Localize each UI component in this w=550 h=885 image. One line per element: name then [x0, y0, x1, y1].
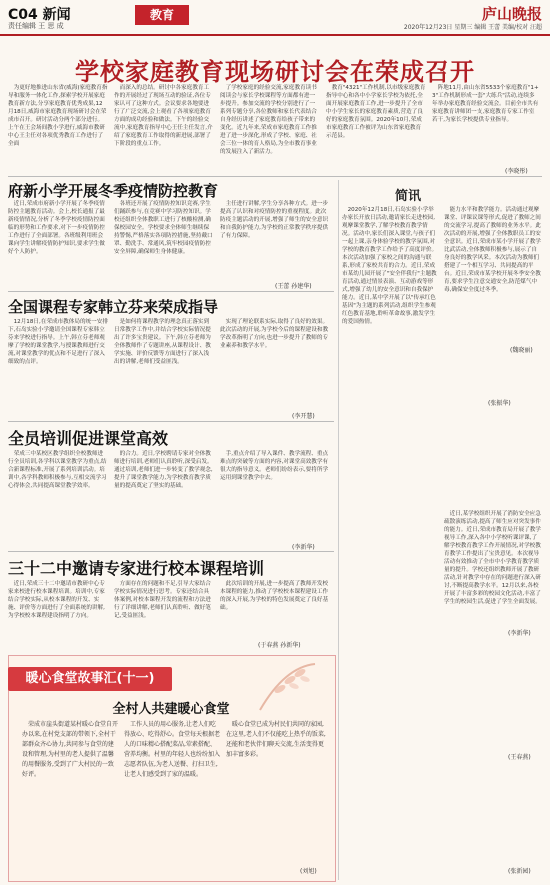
page-number: C04 新闻	[8, 7, 71, 23]
article-title-3: 全员培训促进课堂高效	[8, 429, 169, 448]
article-2-col-3: 实现了理论联系实际,取得了良好的效果。此次活动的开展,为学校今后的课程建设和教学改革指明了方向,也进一步提升了教师的专业素养和教学水平。	[220, 319, 329, 349]
brief-title: 简讯	[395, 189, 422, 204]
lead-col-2: 而深入的总结。研讨中各家庭教育工作的开展经过了现场互动的验证,各位专家认可了这种方式。会议要求各地要进行了广泛交流,会上观看了各项家庭教育方面的成功经验和做法。下午的经验交流中,家庭教育指导中心王任主任发言,介绍了家庭教育工作取得的新进展,部署了下阶段的重点工作。	[114, 85, 213, 147]
article-2-col-1: 12月18日,在荣成市教体局的统一安排下,石岛实验小学邀请全国课程专家韩立芬来学校进行指导。上午,韩立芬老师观摩了学校的课堂教学,与授课教师进行交流,对课堂教学的优点和不足进行了深入细致的点评。	[8, 319, 108, 365]
article-1-col-1: 近日,荣成市府新小学开展了冬季疫情防控主题教育活动。会上,校长通报了最新疫情情况,分析了冬季学校疫情防控面临的形势和工作要求,对下一步疫情防控工作进行了全面部署。各班级利用班会课向学生讲解疫情防护知识,要求学生做好个人防护。	[8, 201, 105, 255]
article-4-col-1: 近日,荣成三十二中邀请市教研中心专家来校进行校本课程培训。培训中,专家结合学校实际,从校本课程的开发、实施、评价等方面进行了全面系统的讲解,为学校校本课程建设指明了方向。	[8, 581, 105, 619]
brief-col-1: 2020年12月18日,石岛实验小学举办家长开放日活动,邀请家长走进校园,观摩课堂教学,了解学校教育教学情况。活动中,家长们深入课堂,与孩子们一起上课,亲身体验学校的教学氛围,对学校的教育教学工作给予了高度评价。本次活动加强了家校之间的沟通与联系,形成了家校共育的合力。近日,荣成市某幼儿园开展了"安全伴我行"主题教育活动,通过情景表演、互动游戏等形式,增强了幼儿的安全意识和自我保护能力。近日,某中学开展了以"传承红色基因"为主题的系列活动,组织学生参观红色教育基地,聆听革命故事,激发学生的爱国热情。	[342, 207, 438, 325]
feature-col-1: 荣成市崖头街道某村暖心食堂自开办以来,在村党支部的带领下,全村干部群众齐心协力,共同参与食堂的建设和管理,为村里的老人提供了温馨的用餐服务,受到了广大村民的一致好评。	[22, 721, 118, 778]
brief-byline-5: (张新园)	[508, 868, 531, 875]
newspaper-logo: 庐山晚报	[481, 5, 542, 23]
feature-banner: 暖心食堂故事汇(十一)	[8, 667, 172, 691]
article-1-col-3: 主任进行讲解,学生分享各种方式。进一步提高了认识和对疫情防控的重视程度。此次防疫主题活动的开展,增强了师生的安全意识和自我防护能力,为学校的正常教学秩序提供了有力保障。	[220, 201, 329, 239]
lead-col-1: 为更好地推进山东省(威海)家庭教育指导和服务一体化工作,探索学校开展家庭教育新方法,分享家庭教育优秀成果,12月18日,威海市家庭教育现场研讨会在荣成市召开。研讨活动分两个部分进行。上午在王会场间教小学进行,威海市教研中心王主任对各项优秀教育工作进行了全面	[8, 85, 108, 147]
article-title-1: 府新小学开展冬季疫情防控教育	[8, 182, 219, 200]
article-title-4: 三十二中邀请专家进行校本课程培训	[8, 559, 265, 578]
divider	[8, 291, 334, 292]
divider	[8, 421, 334, 422]
lead-col-4: 教育"4321"工作机制,以市级家庭教育指导中心和各中小学家长学校为依托,全面开展家庭教育工作,进一步提升了全市中小学生家长的家庭教育素质,营造了良好的家庭教育氛围。2020年10月,荣成市家庭教育工作被评为山东省家庭教育示范县。	[326, 85, 426, 139]
page-headline: 学校家庭教育现场研讨会在荣成召开	[75, 57, 475, 86]
article-1-col-2: 各班还开展了疫情防控知识竞赛,学生们踊跃参与,在竞赛中学习防控知识。学校还组织全体教职工进行了核酸检测,确保校园安全。学校要求全体师生继续保持警惕,严格落实各项防控措施,坚持戴口罩、勤洗手、常通风,筑牢校园疫情防控安全屏障,确保师生身体健康。	[114, 201, 213, 255]
article-1-byline: (王蕾 孙建华)	[275, 283, 312, 290]
article-2-byline: (李开慧)	[292, 413, 315, 420]
brief-byline-1: (魏晓丽)	[510, 347, 533, 354]
divider	[8, 551, 334, 552]
lead-col-3: 了学校家庭的经验交流,家庭教育读书阅读会与家长学校课程等方面都有进一步提升。参加交流的学校分别进行了一系列专题分享,各位教师和家长代表结合自身经历讲述了家庭教育给孩子带来的变化。近九年来,荣成市家庭教育工作推进了进一步深化,形成了学校、家庭、社会三位一体的育人格局,为全市教育事业的发展注入了新活力。	[220, 85, 317, 155]
column-divider	[338, 180, 339, 880]
lead-col-5: 阵地11月,由山东省5533个家庭教育"1+3"工作机制形成一套"大练兵"活动,连续多年举办家庭教育经验交流会。目前全市共有家庭教育讲师团一支,家庭教育专家工作室若干,为家长学校提供专业指导。	[432, 85, 539, 123]
article-4-col-2: 方面存在的问题和不足,引导大家结合学校实际情况进行思考。专家还结合具体案例,对校本课程开发的流程和方法进行了详细讲解,老师们认真聆听、做好笔记,受益匪浅。	[114, 581, 211, 619]
feature-byline: (刘旭)	[300, 868, 317, 875]
article-2-col-2: 是如何将课程教学的理念真正落实到日常教学工作中,并结合学校实际情况提出了许多宝贵建议。下午,韩立芬老师为全体教师作了专题讲座,从课程设计、教学实施、评价反馈等方面进行了深入浅出的讲解,老师们受益匪浅。	[114, 319, 211, 365]
masthead	[0, 0, 550, 36]
article-3-col-3: 手,重点介绍了导入课件、教学流程、重点难点的突破等方面的内容,对课堂高效教学有很大的指导意义。老师们纷纷表示,要将所学运用到课堂教学中去。	[220, 451, 329, 481]
article-3-col-2: 的合力。近日,学校聘请专家对全体教师进行培训,老师们认真聆听,深受启发。通过培训,老师们进一步转变了教学观念,提升了课堂教学能力,为学校教育教学质量的提高奠定了坚实的基础。	[114, 451, 213, 489]
section-badge: 教育	[135, 5, 189, 25]
article-3-col-1: 荣成三中某校区教学组织全校教师进行全员培训,各学科以课堂教学为重点,结合新课程标准,开展了系列培训活动。培训中,各学科教师积极参与,互相交流学习心得体会,共同提高课堂教学效率。	[8, 451, 107, 489]
divider	[8, 176, 542, 177]
brief-col-3: 近日,某学校组织开展了消防安全应急疏散演练活动,提高了师生应对突发事件的能力。近日,荣成市教育局开展了教学视导工作,深入各中小学校听课评课,了解学校教育教学工作开展情况,对学校教育教学工作提出了宝贵意见。本次视导活动有效推动了全市中小学教育教学质量的提升。学校还组织教师开展了教研活动,针对教学中存在的问题进行深入研讨,不断提高教学水平。12月以来,各校开展了丰富多彩的校园文化活动,丰富了学生的校园生活,促进了学生全面发展。	[444, 511, 541, 605]
article-4-col-3: 此次培训的开展,进一步提高了教师开发校本课程的能力,推动了学校校本课程建设工作的深入开展,为学校的特色发展奠定了良好基础。	[220, 581, 329, 611]
article-title-2: 全国课程专家韩立芬来荣成指导	[8, 298, 219, 316]
editor-credit: 责任编辑 王 思 成	[8, 22, 64, 30]
feature-title: 全村人共建暖心食堂	[112, 702, 230, 717]
article-3-byline: (李新华)	[292, 544, 315, 551]
article-4-byline: (于春燕 孙新华)	[258, 642, 301, 649]
brief-col-2: 能力水平和教学能力。活动通过观摩课堂、评课议课等形式,促进了教师之间的交流学习,提高了教师的业务水平。此次活动的开展,增强了全体教职员工的安全意识。近日,荣成市某小学开展了教学比武活动,全体教师积极参与,展示了自身良好的教学风采。本次活动为教师们搭建了一个相互学习、共同提高的平台。近日,荣成市某学校开展冬季安全教育,要求学生注意交通安全,防范煤气中毒,确保安全度过冬季。	[444, 207, 541, 293]
brief-byline-2: (张振华)	[488, 400, 511, 407]
feature-col-2: 工作人员的用心服务,让老人们吃得放心、吃得舒心。食堂每天根据老人的口味精心搭配菜品,荤素搭配、营养均衡。村里的年轻人也纷纷加入志愿者队伍,为老人送餐、打扫卫生,让老人们感受到了家的温暖。	[124, 721, 220, 778]
issue-meta: 2020年12月23日 星期三 编辑 王蕾 美编/校对 汪超	[403, 24, 542, 31]
feature-col-3: 暖心食堂已成为村民们共同的家园,在这里,老人们不仅能吃上热乎的饭菜,还能和老伙伴们聊天交流,生活变得更加丰富多彩。	[226, 721, 326, 758]
lead-byline: (李晓彤)	[505, 168, 528, 175]
brief-byline-4: (王春燕)	[508, 754, 531, 761]
brief-byline-3: (李新华)	[508, 630, 531, 637]
